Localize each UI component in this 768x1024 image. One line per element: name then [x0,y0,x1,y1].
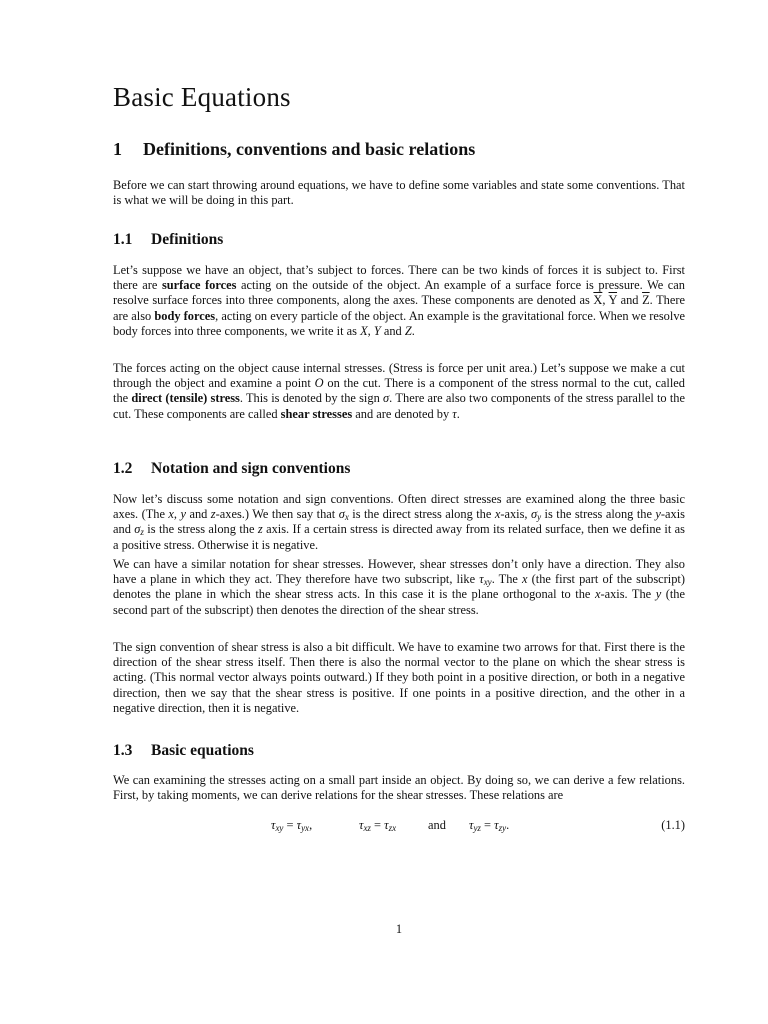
section-1-intro: Before we can start throwing around equations, we have to define some variables and state some conventions. That is what we will be doing in this part. [113,178,685,208]
document-title: Basic Equations [113,82,291,112]
subsection-1-2-heading [113,460,350,478]
subsection-1-3-heading [113,742,254,760]
equation-term-3: $\tau_{yz} = \tau_{zy}$. [469,818,510,833]
definitions-paragraph-1: Let’s suppose we have an object, that’s subject to forces. There can be two kinds of forces it is subject to. First there are surface forces acting on the outside of the object. An example of a surface force is pressure. We can resolve surface forces into three components, along the axes. These components are denoted as $\overline{X}$, $\overline{Y}$ and $\overline{Z}$. There are also body forces, acting on every particle of the object. An example is the gravitational force. When we resolve body forces into three components, we write it as X, Y and Z. [113,263,686,338]
basic-equations-paragraph: We can examining the stresses acting on a small part inside an object. By doing so, we can derive a few relations. First, by taking moments, we can derive relations for the shear stresses. These relations are [113,773,685,803]
equation-and: and [428,818,446,832]
notation-paragraph-1: Now let’s discuss some notation and sign conventions. Often direct stresses are examined along the three basic axes. (The x, y and z-axes.) We then say that $\sigma_x$ is the direct stress along the x-axis, $\sigma_y$ is the stress along the y-axis and $\sigma_z$ is the stress along the z axis. If a certain stress is directed away from its related surface, then we define it as a positive stress. Otherwise it is negative. [113,492,686,552]
subsection-title: Definitions [151,231,224,248]
subsection-number: 1.1 [113,231,133,248]
section-title: Definitions, conventions and basic relations [143,139,476,159]
subsection-number: 1.2 [113,460,133,477]
section-number: 1 [113,139,122,159]
subsection-title: Notation and sign conventions [151,460,351,477]
notation-paragraph-3: The sign convention of shear stress is also a bit difficult. We have to examine two arrows for that. First there is the direction of the shear stress itself. Then there is also the normal vector to the plane on which the shear stress is acting. (This normal vector always points outward.) If they both point in a positive direction, or both in a negative direction, then we say that the shear stress is positive. If one points in a positive direction, and the other in a negative direction, then it is negative. [113,640,685,715]
notation-paragraph-2: We can have a similar notation for shear stresses. However, shear stresses don’t only have a direction. They also have a plane in which they act. They therefore have two subscript, like $\tau_{xy}$. The x (the first part of the subscript) denotes the plane in which the shear stress acts. In this case it is the plane orthogonal to the x-axis. The y (the second part of the subscript) then denotes the direction of the shear stress. [113,557,685,617]
subsection-number: 1.3 [113,742,133,759]
subsection-title: Basic equations [151,742,254,759]
equation-term-2: $\tau_{xz} = \tau_{zx}$ [359,818,397,833]
section-1-heading [113,139,475,160]
equation-term-1: $\tau_{xy} = \tau_{yx}$, [271,818,313,833]
equation-label: (1.1) [661,818,685,832]
subsection-1-1-heading [113,231,223,249]
page-number: 1 [395,922,403,936]
definitions-paragraph-2: The forces acting on the object cause internal stresses. (Stress is force per unit area.) Let’s suppose we make a cut through the object and examine a point O on the cut. There is a component of the stress normal to the cut, called the direct (tensile) stress. This is denoted by the sign σ. There are also two components of the stress parallel to the cut. These components are called shear stresses and are denoted by τ. [113,361,685,421]
